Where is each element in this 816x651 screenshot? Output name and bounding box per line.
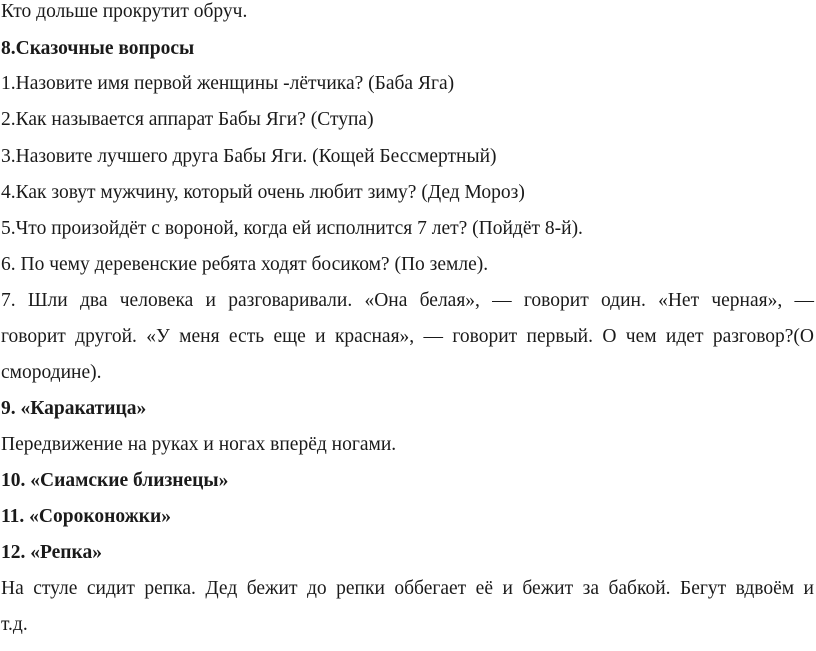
section-heading-turnip: 12. «Репка» (1, 542, 102, 563)
question-1: 1.Назовите имя первой женщины -лётчика? (Баба Яга) (1, 73, 455, 94)
section-heading-siamese-twins: 10. «Сиамские близнецы» (1, 470, 229, 491)
question-5: 5.Что произойдёт с вороной, когда ей исполнится 7 лет? (Пойдёт 8-й). (1, 218, 583, 239)
text-line-game-hoop: Кто дольше прокрутит обруч. (1, 1, 248, 22)
section-heading-fairy-questions: 8.Сказочные вопросы (1, 38, 195, 59)
question-4: 4.Как зовут мужчину, который очень любит зиму? (Дед Мороз) (1, 182, 525, 203)
question-7-line-2: говорит другой. «У меня есть еще и красная», — говорит первый. О чем идет разговор?(О (1, 326, 814, 347)
question-7-line-3: смородине). (1, 362, 102, 383)
text-line-turnip-desc-1: На стуле сидит репка. Дед бежит до репки оббегает её и бежит за бабкой. Бегут вдвоём и (1, 578, 814, 599)
question-2: 2.Как называется аппарат Бабы Яги? (Ступа) (1, 109, 374, 130)
section-heading-karakatitsa: 9. «Каракатица» (1, 398, 147, 419)
question-3: 3.Назовите лучшего друга Бабы Яги. (Кощей Бессмертный) (1, 146, 497, 167)
text-line-karakatitsa-desc: Передвижение на руках и ногах вперёд ногами. (1, 434, 397, 455)
question-6: 6. По чему деревенские ребята ходят босиком? (По земле). (1, 254, 489, 275)
question-7-line-1: 7. Шли два человека и разговаривали. «Она белая», — говорит один. «Нет черная», — (1, 290, 814, 311)
section-heading-centipedes: 11. «Сороконожки» (1, 506, 171, 527)
text-line-turnip-desc-2: т.д. (1, 614, 28, 635)
